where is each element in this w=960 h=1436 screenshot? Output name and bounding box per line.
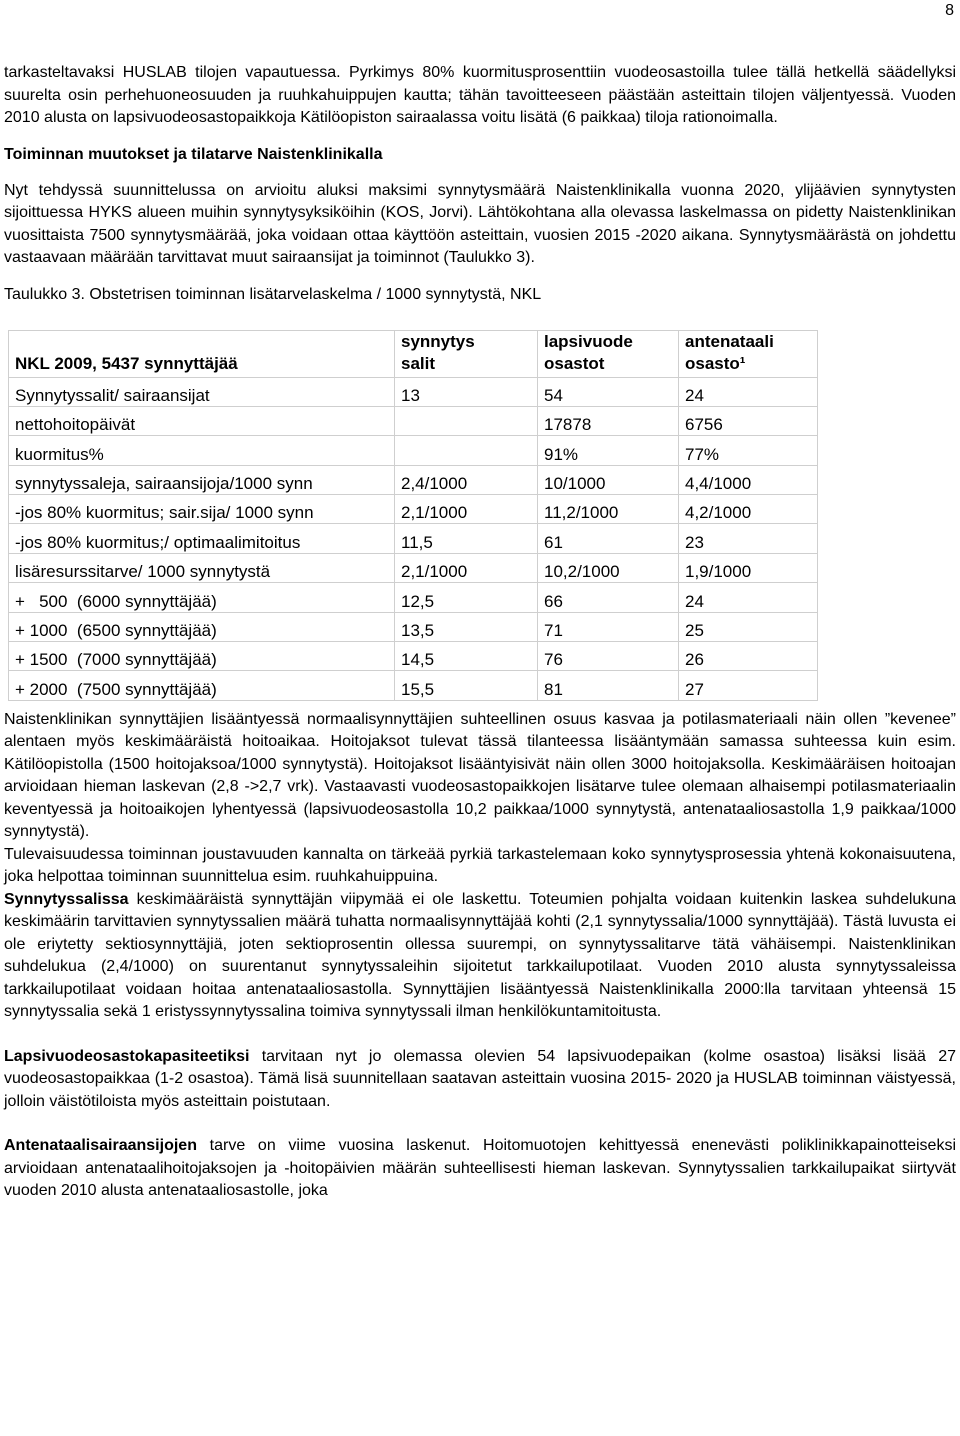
table-row: [9, 377, 818, 406]
document-body: [4, 62, 956, 1203]
paragraph-future-flexibility: Tulevaisuudessa toiminnan joustavuuden kannalta on tärkeää pyrkiä tarkastelemaan koko synnytysprosessia yhtenä kokonaisuutena, joka helpottaa toiminnan suunnittelua esim. ruuhkahuippuina.: [4, 845, 956, 886]
table-cell: 4,2/1000: [679, 495, 818, 524]
table-row: [9, 671, 818, 700]
table-cell: 11,5: [395, 524, 538, 553]
table-cell: 11,2/1000: [538, 495, 679, 524]
table-header-cell: NKL 2009, 5437 synnyttäjää: [9, 330, 395, 377]
paragraph-delivery-rooms: [4, 889, 956, 1024]
table-cell: 1,9/1000: [679, 553, 818, 582]
table-row: [9, 524, 818, 553]
table-caption: Taulukko 3. Obstetrisen toiminnan lisätarvelaskelma / 1000 synnytystä, NKL: [4, 285, 542, 303]
table-row: [9, 553, 818, 582]
table-cell: 6756: [679, 406, 818, 435]
table-cell: 54: [538, 377, 679, 406]
table-cell: 27: [679, 671, 818, 700]
table-cell: Synnytyssalit/ sairaansijat: [9, 377, 395, 406]
table-cell: nettohoitopäivät: [9, 406, 395, 435]
table-cell: 76: [538, 642, 679, 671]
table-cell: 2,1/1000: [395, 495, 538, 524]
header-text: synnytys salit: [401, 331, 475, 373]
table-cell: 66: [538, 583, 679, 612]
table-row: [9, 436, 818, 465]
table-header-cell: [679, 330, 818, 377]
table-cell: 17878: [538, 406, 679, 435]
table-cell: [395, 406, 538, 435]
table-cell: 10,2/1000: [538, 553, 679, 582]
table-cell: 12,5: [395, 583, 538, 612]
table-header-cell: [538, 330, 679, 377]
bold-term: Lapsivuodeosastokapasiteetiksi: [4, 1047, 250, 1065]
header-text: antenataali osasto¹: [685, 331, 774, 373]
table-header-row: [9, 330, 818, 377]
table-cell: 10/1000: [538, 465, 679, 494]
table-cell: 61: [538, 524, 679, 553]
table-cell: lisäresurssitarve/ 1000 synnytystä: [9, 553, 395, 582]
table-cell: 2,1/1000: [395, 553, 538, 582]
table-cell: 81: [538, 671, 679, 700]
table-cell: -jos 80% kuormitus;/ optimaalimitoitus: [9, 524, 395, 553]
table-cell: 26: [679, 642, 818, 671]
paragraph-section-intro: Nyt tehdyssä suunnittelussa on arvioitu aluksi maksimi synnytysmäärä Naistenklinikalla vuonna 2020, ylijäävien synnytysten sijoittuessa HYKS alueen muihin synnytysyksiköihin (KOS, Jorvi). Lähtökohtana alla olevassa laskelmassa on pidetty Naistenklinikan vuosittaista 7500 synnytysmäärää, joka voidaan ottaa käyttöön asteittain, vuosien 2015 -2020 aikana. Synnytysmäärästä on johdettu vastaavaan määrään tarvittavat muut sairaansijat ja toiminnot (Taulukko 3).: [4, 181, 956, 266]
table-row: [9, 495, 818, 524]
table-row: [9, 583, 818, 612]
paragraph-patient-mix: Naistenklinikan synnyttäjien lisääntyessä normaalisynnyttäjien suhteellinen osuus kasvaa ja potilasmateriaali näin ollen ”kevenee” alentaen myös keskimääräistä hoitoaikaa. Hoitojaksot tulevat tässä tilanteessa lisääntymään samassa suhteessa kuin esim. Kätilöopistolla (1500 hoitojaksoa/1000 synnytystä). Hoitojaksot lisääntyisivät näin ollen 3000 hoitojaksolla. Keskimääräisen hoitoajan arvioidaan hieman laskevan (2,8 ->2,7 vrk). Vastaavasti vuodeosastopaikkojen lisätarve tulee olemaan alhaisempi potilasmateriaalin keventyessä ja hoitoaikojen lyhentyessä (lapsivuodeosastolla 10,2 paikkaa/1000 synnytystä, antenataaliosastolla 1,9 paikkaa/1000 synnytystä).: [4, 710, 956, 841]
header-text: lapsivuode osastot: [544, 331, 633, 373]
paragraph-antenatal-beds: [4, 1135, 956, 1203]
table-row: [9, 612, 818, 641]
table-cell: + 2000 (7500 synnyttäjää): [9, 671, 395, 700]
table-cell: 23: [679, 524, 818, 553]
table-cell: 71: [538, 612, 679, 641]
paragraph-text: tarvitaan nyt jo olemassa olevien 54 lapsivuodepaikan (kolme osastoa) lisäksi lisää 27 vuodeosastopaikkaa (1-2 osastoa). Tämä lisä suunnitellaan saatavan asteittain vuosina 2015- 2020 ja HUSLAB toiminnan väistyessä, jolloin väistötiloista myös asteittain poistutaan.: [4, 1047, 956, 1110]
table-row: [9, 465, 818, 494]
paragraph-text: keskimääräistä synnyttäjän viipymää ei ole laskettu. Toteumien pohjalta voidaan kuitenkin laskea suhdelukuna keskimäärin tarvittavien synnytyssalien määrä tuhatta normaalisynnyttäjää kohti (2,1 synnytyssalia/1000 synnyttäjää). Tästä luvusta ei ole eriytetty sektiosynnyttäjiä, joten sektioprosentin ollessa suurempi, on synnytyssalitarve tätä vähäisempi. Naistenklinikan suhdelukua (2,4/1000) on suurentanut synnytyssaleihin sijoitetut tarkkailupotilaat. Vuoden 2010 alusta synnytyssaleissa tarkkailupotilaat voidaan hoitaa antenataaliosastolla. Synnyttäjien lisääntyessä Naistenklinikalla 2000:lla tarvitaan yhteensä 15 synnytyssalia sekä 1 eristyssynnytyssalina toimiva synnytyssali ilman henkilökuntamitoitusta.: [4, 890, 956, 1021]
table-cell: 13,5: [395, 612, 538, 641]
table-cell: 4,4/1000: [679, 465, 818, 494]
paragraph-postnatal-capacity: [4, 1046, 956, 1114]
table-cell: + 1000 (6500 synnyttäjää): [9, 612, 395, 641]
page-number: 8: [945, 2, 954, 19]
section-heading: Toiminnan muutokset ja tilatarve Naistenklinikalla: [4, 145, 383, 163]
table-cell: + 500 (6000 synnyttäjää): [9, 583, 395, 612]
table-cell: 77%: [679, 436, 818, 465]
table-cell: 14,5: [395, 642, 538, 671]
table-row: [9, 642, 818, 671]
bold-term: Antenataalisairaansijojen: [4, 1137, 197, 1155]
table-cell: 24: [679, 377, 818, 406]
table-cell: 13: [395, 377, 538, 406]
table-cell: 15,5: [395, 671, 538, 700]
table-row: [9, 406, 818, 435]
table-cell: synnytyssaleja, sairaansijoja/1000 synn: [9, 465, 395, 494]
table-cell: [395, 436, 538, 465]
table-cell: 24: [679, 583, 818, 612]
table-cell: 91%: [538, 436, 679, 465]
paragraph-intro: tarkasteltavaksi HUSLAB tilojen vapautuessa. Pyrkimys 80% kuormitusprosenttiin vuodeosastoilla tulee tällä hetkellä säädellyksi suurelta osin perhehuoneosuuden ja ruuhkahuippujen kautta; tähän tavoitteeseen päästään asteittain tilojen väljentyessä. Vuoden 2010 alusta on lapsivuodeosastopaikkoja Kätilöopiston sairaalassa voitu lisätä (6 paikkaa) tiloja rationoimalla.: [4, 64, 956, 126]
table-cell: + 1500 (7000 synnyttäjää): [9, 642, 395, 671]
data-table: [8, 330, 818, 701]
table-cell: -jos 80% kuormitus; sair.sija/ 1000 synn: [9, 495, 395, 524]
table-cell: 25: [679, 612, 818, 641]
table-header-cell: [395, 330, 538, 377]
table-cell: 2,4/1000: [395, 465, 538, 494]
bold-term: Synnytyssalissa: [4, 890, 129, 908]
paragraph-text: tarve on viime vuosina laskenut. Hoitomuotojen kehittyessä enenevästi poliklinikkapainotteiseksi arvioidaan antenataalihoitojaksojen ja -hoitopäivien määrän suhteellisesti hieman laskevan. Synnytyssalien tarkkailupaikat siirtyvät vuoden 2010 alusta antenataaliosastolle, joka: [4, 1137, 956, 1200]
table-cell: kuormitus%: [9, 436, 395, 465]
